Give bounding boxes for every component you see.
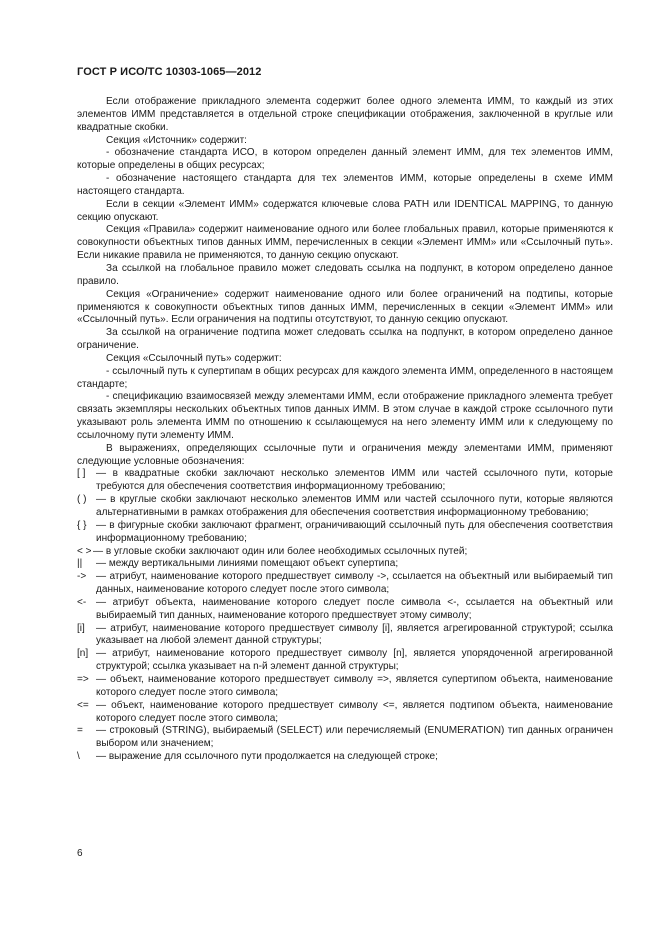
definition-symbol: || (77, 558, 83, 570)
definition-item (77, 725, 613, 751)
definition-item (77, 494, 613, 520)
paragraph: Секция «Ограничение» содержит наименование одного или более ограничений на подтипы, которые применяются к совокупности объектных типов данных ИММ, перечисленных в секции «Элемент ИММ» или «Ссылочный путь». Если ограничения на подтипы отсутствуют, то данную секцию опускают. (77, 288, 613, 326)
page-number: 6 (77, 848, 83, 859)
paragraph: - спецификацию взаимосвязей между элементами ИММ, если отображение прикладного элемента требует связать экземпляры нескольких объектных типов данных ИММ. В этом случае в каждой строке ссылочного пути указывают роль элемента ИММ по отношению к ссылающемуся на него элементу ИММ или к следующему по ссылочному пути элементу ИММ. (77, 391, 613, 441)
definition-symbol: ( ) (77, 494, 87, 506)
paragraph: За ссылкой на глобальное правило может следовать ссылка на подпункт, в котором определено данное правило. (77, 262, 613, 287)
definition-text: — атрибут, наименование которого предшествует символу [n], является упорядоченной агрегированной структурой; ссылка указывает на n-й элемент данной структуры; (96, 648, 613, 673)
definition-symbol: { } (77, 519, 87, 531)
definition-text: — в угловые скобки заключают один или более необходимых ссылочных путей; (93, 545, 468, 557)
definition-item (77, 571, 613, 597)
definition-item (77, 546, 613, 559)
paragraph: Секция «Источник» содержит: (106, 134, 247, 146)
paragraph: - обозначение стандарта ИСО, в котором определен данный элемент ИММ, для тех элементов ИММ, которые определены в общих ресурсах; (77, 147, 613, 172)
definition-item (77, 597, 613, 623)
document-body (77, 96, 613, 764)
paragraph: Если отображение прикладного элемента содержит более одного элемента ИММ, то каждый из этих элементов ИММ представляется в отдельной строке спецификации отображения, заключенной в круглые или квадратные скобки. (77, 96, 613, 133)
definition-item (77, 468, 613, 494)
definition-symbol: => (77, 673, 89, 685)
paragraph: Секция «Правила» содержит наименование одного или более глобальных правил, которые применяются к совокупности объектных типов данных ИММ, перечисленных в секции «Элемент ИММ» или «Ссылочный путь». Если никакие правила не применяются, то данную секцию опускают. (77, 224, 613, 262)
definition-item (77, 520, 613, 546)
definition-item (77, 700, 613, 726)
definition-text: — выражение для ссылочного пути продолжается на следующей строке; (96, 751, 438, 763)
definition-text: — в квадратные скобки заключают несколько элементов ИММ или частей ссылочного пути, которые требуются для обеспечения соответствия информационному требованию; (96, 468, 613, 493)
definition-symbol: -> (77, 571, 87, 583)
definition-symbol: <= (77, 699, 89, 711)
definition-symbol: [n] (77, 648, 89, 660)
definition-text: — объект, наименование которого предшествует символу =>, является супертипом объекта, наименование которого следует после этого символа; (96, 673, 613, 698)
definition-item (77, 751, 613, 764)
paragraph: Секция «Ссылочный путь» содержит: (106, 352, 282, 364)
definition-text: — между вертикальными линиями помещают объект супертипа; (96, 558, 399, 570)
definition-text: — объект, наименование которого предшествует символу <=, является подтипом объекта, наименование которого следует после этого символа; (96, 699, 613, 724)
definition-symbol: [ ] (77, 468, 86, 480)
definition-text: — атрибут, наименование которого предшествует символу [i], является агрегированной структурой; ссылка указывает на любой элемент данной структуры; (96, 622, 613, 647)
definition-text: — атрибут объекта, наименование которого следует после символа <-, ссылается на объектный или выбираемый тип данных, наименование которого предшествует этому символу; (96, 596, 613, 621)
definition-item (77, 558, 613, 571)
definition-item (77, 623, 613, 649)
paragraph: Если в секции «Элемент ИММ» содержатся ключевые слова PATH или IDENTICAL MAPPING, то данную секцию опускают. (77, 198, 613, 223)
paragraph: - обозначение настоящего стандарта для тех элементов ИММ, которые определены в схеме ИММ настоящего стандарта. (77, 173, 613, 197)
paragraph: В выражениях, определяющих ссылочные пути и ограничения между элементами ИММ, применяют следующие условные обозначения: (77, 442, 613, 467)
definition-text: — строковый (STRING), выбираемый (SELECT) или перечисляемый (ENUMERATION) тип данных ограничен выбором или значением; (96, 725, 613, 750)
definition-text: — в круглые скобки заключают несколько элементов ИММ или частей ссылочного пути, которые являются альтернативными в рамках отображения для обеспечения соответствия информационному требованию; (96, 494, 613, 518)
definition-symbol: [i] (77, 622, 85, 634)
definition-symbol: = (77, 725, 83, 737)
definition-item (77, 674, 613, 700)
paragraph: - ссылочный путь к супертипам в общих ресурсах для каждого элемента ИММ, определенного в настоящем стандарте; (77, 365, 613, 390)
definition-symbol: <- (77, 596, 87, 608)
definition-symbol: < > (77, 545, 92, 557)
definition-symbol: \ (77, 751, 80, 763)
document-header: ГОСТ Р ИСО/ТС 10303-1065—2012 (77, 66, 262, 78)
definition-item (77, 648, 613, 674)
paragraph: За ссылкой на ограничение подтипа может следовать ссылка на подпункт, в котором определено данное ограничение. (77, 327, 613, 352)
definition-text: — в фигурные скобки заключают фрагмент, ограничивающий ссылочный путь для обеспечения соответствия информационному требованию; (96, 519, 613, 544)
definition-text: — атрибут, наименование которого предшествует символу ->, ссылается на объектный или выбираемый тип данных, наименование которого следует после этого символа; (96, 571, 613, 596)
